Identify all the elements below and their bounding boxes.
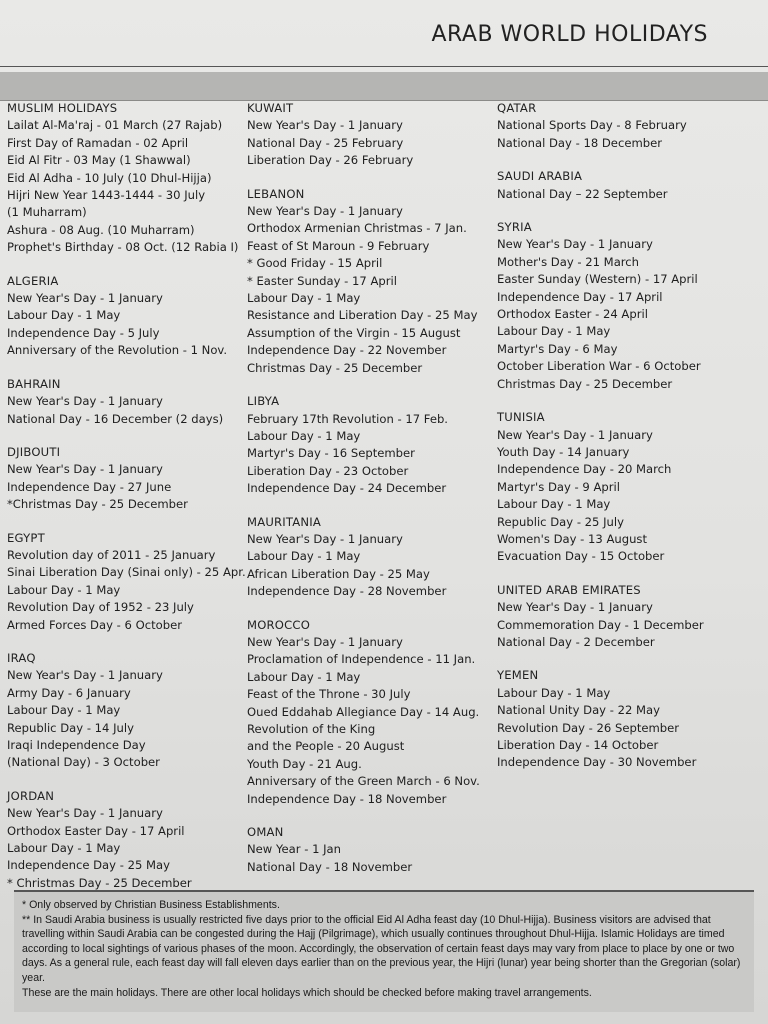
holiday-item: Labour Day - 1 May (7, 841, 121, 856)
holiday-item: Ashura - 08 Aug. (10 Muharram) (7, 222, 195, 237)
country-section (7, 100, 245, 257)
holiday-item: Labour Day - 1 May (497, 685, 611, 700)
holiday-item: Independence Day - 18 November (247, 791, 447, 806)
holiday-item: Independence Day - 27 June (7, 479, 172, 494)
holiday-item: February 17th Revolution - 17 Feb. (247, 411, 448, 426)
holiday-item: Women's Day - 13 August (497, 531, 648, 546)
footnotes (22, 898, 746, 1000)
holiday-item: Independence Day - 5 July (7, 325, 160, 340)
holiday-item: Feast of the Throne - 30 July (247, 687, 411, 702)
footnote-christian: * Only observed by Christian Business Establishments. (22, 899, 280, 911)
footnote-main-holidays: These are the main holidays. There are other local holidays which should be checked before making travel arrangements. (22, 986, 592, 999)
holiday-item: New Year's Day - 1 January (7, 291, 163, 306)
holiday-item: New Year - 1 Jan (247, 842, 342, 857)
section-heading: EGYPT (7, 530, 45, 545)
holiday-item: Commemoration Day - 1 December (497, 617, 704, 632)
holiday-item: Youth Day - 14 January (497, 444, 630, 459)
holiday-item: Orthodox Easter Day - 17 April (7, 823, 185, 838)
holiday-item: Independence Day - 24 December (247, 481, 447, 496)
holiday-item: Orthodox Armenian Christmas - 7 Jan. (247, 221, 467, 236)
section-heading: LIBYA (247, 394, 280, 409)
holiday-item: Christmas Day - 25 December (247, 360, 423, 375)
holiday-item: Martyr's Day - 9 April (497, 479, 620, 494)
column-2 (247, 100, 493, 892)
country-section (7, 444, 245, 514)
footnote-saudi: ** In Saudi Arabia business is usually restricted five days prior to the official Eid Al Adha feast day (10 Dhul-Hijja). Business visitors are advised that travelling within Saudi Arabia can be congested during the Hajj (Pilgrimage), which usually continues throughout Dhul-Hijja. Islamic Holidays are timed according to local sightings of various phases of the moon. Accordingly, the observation of certain feast days may vary from place to place by one or two days. As a general rule, each feast day will fall eleven days earlier than on the previous year, the Hijri (lunar) year being shorter than the Gregorian (solar) year. (22, 913, 741, 984)
holiday-item: Anniversary of the Revolution - 1 Nov. (7, 343, 228, 358)
holiday-item: Martyr's Day - 16 September (247, 446, 415, 461)
holiday-item: Lailat Al-Ma'raj - 01 March (27 Rajab) (7, 118, 223, 133)
section-heading: JORDAN (7, 788, 55, 803)
holiday-item: Independence Day - 17 April (497, 289, 663, 304)
holiday-item: Labour Day - 1 May (247, 291, 361, 306)
holiday-item: New Year's Day - 1 January (497, 600, 653, 615)
holiday-item: Independence Day - 20 March (497, 462, 672, 477)
holiday-item: Liberation Day - 26 February (247, 153, 414, 168)
holiday-item: Eid Al Fitr - 03 May (1 Shawwal) (7, 153, 191, 168)
holiday-item: New Year's Day - 1 January (497, 427, 653, 442)
section-heading: IRAQ (7, 650, 36, 665)
holiday-item: * Christmas Day - 25 December (7, 875, 192, 890)
section-heading: LEBANON (247, 186, 305, 201)
holiday-item: New Year's Day - 1 January (7, 806, 163, 821)
holiday-item: Labour Day - 1 May (497, 497, 611, 512)
holiday-item: New Year's Day - 1 January (7, 394, 163, 409)
holiday-item: and the People - 20 August (247, 739, 405, 754)
holiday-item: Sinai Liberation Day (Sinai only) - 25 Apr. (7, 565, 246, 580)
holiday-item: Armed Forces Day - 6 October (7, 617, 182, 632)
holiday-item: (National Day) - 3 October (7, 755, 160, 770)
country-section (247, 514, 493, 601)
holiday-item: National Sports Day - 8 February (497, 118, 687, 133)
country-section (247, 186, 493, 377)
country-section (497, 582, 763, 652)
holiday-item: Resistance and Liberation Day - 25 May (247, 308, 478, 323)
country-section (7, 273, 245, 360)
section-heading: TUNISIA (497, 410, 545, 425)
holiday-item: Labour Day - 1 May (7, 703, 121, 718)
holiday-item: Iraqi Independence Day (7, 738, 146, 752)
holiday-item: Assumption of the Virgin - 15 August (247, 325, 461, 340)
holiday-item: National Day - 18 December (497, 135, 663, 150)
holiday-item: Revolution Day of 1952 - 23 July (7, 600, 194, 615)
holiday-item: * Easter Sunday - 17 April (247, 273, 397, 288)
holiday-item: Anniversary of the Green March - 6 Nov. (247, 774, 480, 789)
holiday-item: Independence Day - 25 May (7, 858, 170, 873)
header-band (0, 72, 768, 101)
holiday-item: Liberation Day - 14 October (497, 738, 659, 752)
holiday-item: National Day - 2 December (497, 634, 655, 649)
holiday-item: New Year's Day - 1 January (247, 204, 403, 219)
section-heading: YEMEN (497, 668, 539, 683)
country-section (247, 617, 493, 808)
holiday-item: * Good Friday - 15 April (247, 256, 383, 271)
holiday-item: Liberation Day - 23 October (247, 463, 409, 478)
holiday-item: Martyr's Day - 6 May (497, 341, 618, 356)
country-section (7, 376, 245, 428)
section-heading: UNITED ARAB EMIRATES (497, 582, 641, 597)
holiday-item: National Day – 22 September (497, 186, 668, 201)
country-section (7, 650, 245, 772)
country-section (7, 788, 245, 892)
holiday-item: Labour Day - 1 May (247, 549, 361, 564)
holiday-item: Youth Day - 21 Aug. (247, 756, 362, 771)
holiday-item: Labour Day - 1 May (7, 582, 121, 597)
holiday-item: Republic Day - 14 July (7, 720, 134, 735)
holiday-item: Revolution day of 2011 - 25 January (7, 547, 216, 562)
section-heading: QATAR (497, 101, 537, 115)
holiday-item: (1 Muharram) (7, 205, 87, 220)
holiday-item: Army Day - 6 January (7, 685, 131, 700)
holiday-item: First Day of Ramadan - 02 April (7, 135, 189, 150)
holiday-item: Labour Day - 1 May (7, 308, 121, 323)
holiday-item: New Year's Day - 1 January (497, 237, 653, 252)
column-1 (7, 100, 245, 908)
column-3 (497, 100, 763, 788)
country-section (7, 530, 245, 634)
section-heading: MUSLIM HOLIDAYS (7, 101, 118, 115)
country-section (497, 100, 763, 152)
section-heading: OMAN (247, 825, 284, 840)
holiday-item: African Liberation Day - 25 May (247, 566, 430, 581)
holiday-item: *Christmas Day - 25 December (7, 497, 188, 512)
country-section (247, 393, 493, 497)
country-section (497, 219, 763, 393)
section-heading: KUWAIT (247, 101, 294, 115)
holiday-item: Revolution of the King (247, 722, 376, 736)
holiday-item: Feast of St Maroun - 9 February (247, 238, 430, 253)
country-section (247, 824, 493, 876)
holiday-item: Prophet's Birthday - 08 Oct. (12 Rabia I) (7, 240, 239, 255)
holiday-item: New Year's Day - 1 January (7, 462, 163, 477)
holiday-item: New Year's Day - 1 January (7, 668, 163, 683)
holiday-item: Labour Day - 1 May (247, 428, 361, 443)
holiday-item: Orthodox Easter - 24 April (497, 307, 648, 322)
holiday-item: Hijri New Year 1443-1444 - 30 July (7, 188, 206, 203)
holiday-item: New Year's Day - 1 January (247, 118, 403, 133)
country-section (497, 667, 763, 771)
section-heading: MAURITANIA (247, 514, 322, 529)
holiday-item: New Year's Day - 1 January (247, 634, 403, 649)
holiday-item: National Day - 25 February (247, 135, 404, 150)
section-heading: DJIBOUTI (7, 444, 61, 459)
holiday-item: Mother's Day - 21 March (497, 254, 640, 269)
holiday-item: National Day - 16 December (2 days) (7, 411, 224, 426)
holiday-item: Independence Day - 28 November (247, 584, 447, 599)
country-section (497, 168, 763, 203)
holiday-item: National Unity Day - 22 May (497, 703, 660, 718)
holiday-item: Proclamation of Independence - 11 Jan. (247, 652, 476, 667)
holiday-item: Republic Day - 25 July (497, 514, 624, 529)
holiday-item: Labour Day - 1 May (497, 324, 611, 339)
section-heading: SYRIA (497, 220, 532, 235)
holiday-item: Revolution Day - 26 September (497, 720, 680, 735)
section-heading: MOROCCO (247, 617, 311, 632)
section-heading: SAUDI ARABIA (497, 169, 583, 184)
country-section (497, 409, 763, 566)
holiday-item: National Day - 18 November (247, 859, 413, 874)
country-section (247, 100, 493, 170)
page-title: ARAB WORLD HOLIDAYS (431, 22, 708, 47)
holiday-item: Eid Al Adha - 10 July (10 Dhul-Hijja) (7, 170, 212, 185)
holiday-item: Evacuation Day - 15 October (497, 549, 665, 564)
section-heading: ALGERIA (7, 273, 59, 288)
holiday-item: October Liberation War - 6 October (497, 359, 701, 374)
holiday-item: New Year's Day - 1 January (247, 531, 403, 546)
holiday-item: Oued Eddahab Allegiance Day - 14 Aug. (247, 704, 480, 719)
holiday-item: Independence Day - 30 November (497, 755, 697, 770)
holiday-item: Independence Day - 22 November (247, 343, 447, 358)
section-heading: BAHRAIN (7, 376, 61, 391)
title-rule (0, 66, 768, 67)
holiday-item: Easter Sunday (Western) - 17 April (497, 272, 698, 287)
holiday-item: Christmas Day - 25 December (497, 376, 673, 391)
holiday-item: Labour Day - 1 May (247, 669, 361, 684)
